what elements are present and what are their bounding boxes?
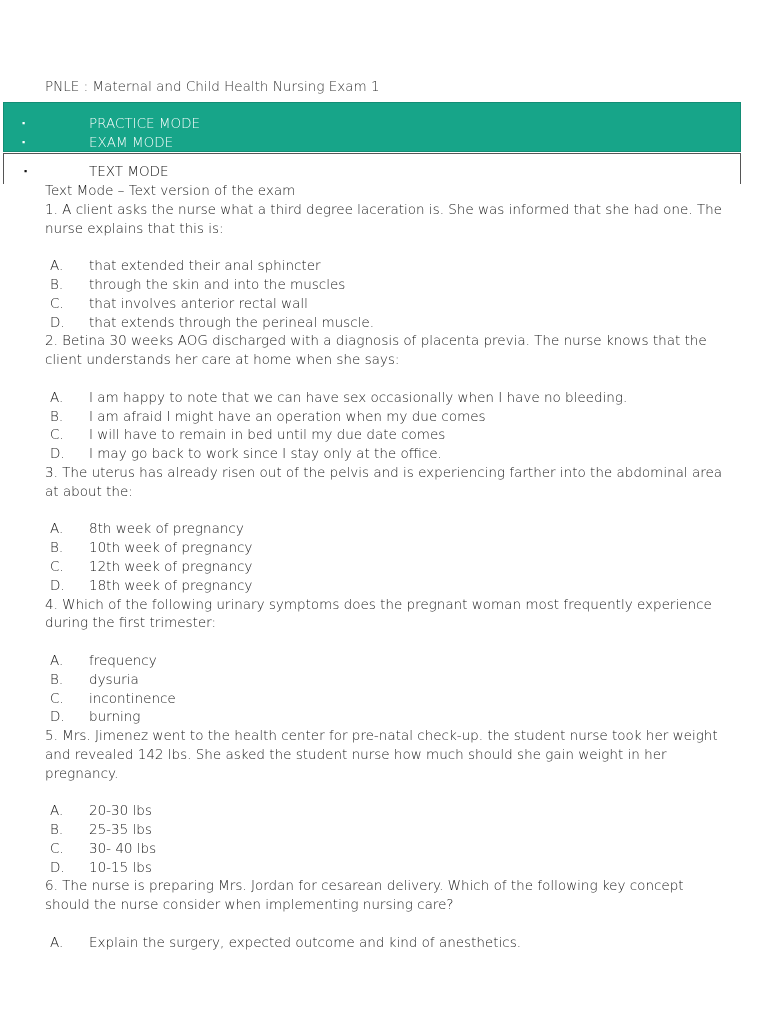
choice-letter: A.: [50, 652, 64, 669]
question-text: 3. The uterus has already risen out of the pelvis and is experiencing farther into the abdominal area at about the:: [45, 464, 723, 500]
answer-choice: [45, 671, 725, 690]
answer-choice: [45, 408, 725, 427]
question-item: [45, 201, 725, 333]
choice-list: [45, 257, 725, 332]
choice-letter: C.: [50, 558, 64, 575]
answer-choice: [45, 445, 725, 464]
choice-text: burning: [89, 709, 141, 726]
choice-text: I am afraid I might have an operation when my due comes: [89, 408, 486, 425]
choice-letter: B.: [50, 276, 64, 293]
question-text: 2. Betina 30 weeks AOG discharged with a diagnosis of placenta previa. The nurse knows that the client understands her care at home when she says:: [45, 333, 707, 369]
question-item: [45, 727, 725, 877]
answer-choice: [45, 295, 725, 314]
choice-letter: A.: [50, 389, 64, 406]
question-item: [45, 332, 725, 464]
answer-choice: [45, 859, 725, 878]
choice-list: [45, 520, 725, 595]
choice-text: through the skin and into the muscles: [89, 276, 346, 293]
choice-text: 12th week of pregnancy: [89, 558, 253, 575]
answer-choice: [45, 520, 725, 539]
choice-text: frequency: [89, 652, 157, 669]
answer-choice: [45, 389, 725, 408]
choice-letter: A.: [50, 803, 64, 820]
answer-choice: [45, 539, 725, 558]
question-text: 6. The nurse is preparing Mrs. Jordan for cesarean delivery. Which of the following key concept should the nurse consider when implementing nursing care?: [45, 878, 684, 914]
bullet-icon: ▪: [22, 138, 26, 148]
question-item: [45, 877, 725, 952]
bullet-icon: ▪: [22, 119, 26, 129]
choice-text: I may go back to work since I stay only at the office.: [89, 446, 442, 463]
answer-choice: [45, 558, 725, 577]
choice-text: 18th week of pregnancy: [89, 577, 253, 594]
text-mode-panel: [3, 153, 741, 184]
answer-choice: [45, 934, 725, 953]
question-spacer: [45, 502, 725, 521]
choice-text: 20-30 lbs: [89, 803, 152, 820]
choice-letter: C.: [50, 427, 64, 444]
choice-letter: D.: [50, 446, 65, 463]
choice-letter: A.: [50, 521, 64, 538]
answer-choice: [45, 821, 725, 840]
choice-letter: D.: [50, 577, 65, 594]
choice-letter: B.: [50, 540, 64, 557]
choice-letter: B.: [50, 408, 64, 425]
question-item: [45, 464, 725, 596]
choice-text: 10th week of pregnancy: [89, 540, 253, 557]
text-mode-label: TEXT MODE: [89, 164, 169, 180]
answer-choice: [45, 314, 725, 333]
choice-letter: C.: [50, 840, 64, 857]
choice-letter: A.: [50, 258, 64, 275]
choice-text: 25-35 lbs: [89, 822, 152, 839]
choice-letter: D.: [50, 709, 65, 726]
choice-list: [45, 389, 725, 464]
question-text: 1. A client asks the nurse what a third degree laceration is. She was informed that she had one. The nurse explains that this is:: [45, 201, 722, 237]
intro-text: Text Mode – Text version of the exam: [45, 183, 296, 199]
question-item: [45, 596, 725, 728]
choice-letter: C.: [50, 295, 64, 312]
choice-text: 8th week of pregnancy: [89, 521, 244, 538]
practice-mode-label: PRACTICE MODE: [89, 116, 201, 132]
choice-text: Explain the surgery, expected outcome and kind of anesthetics.: [89, 934, 522, 951]
question-spacer: [45, 784, 725, 803]
mode-nav: [3, 102, 741, 152]
question-list: [45, 201, 725, 953]
exam-content: [45, 182, 725, 953]
answer-choice: [45, 276, 725, 295]
choice-letter: C.: [50, 690, 64, 707]
choice-text: I will have to remain in bed until my due date comes: [89, 427, 446, 444]
choice-text: that involves anterior rectal wall: [89, 295, 308, 312]
answer-choice: [45, 257, 725, 276]
choice-letter: D.: [50, 314, 65, 331]
choice-letter: A.: [50, 934, 64, 951]
answer-choice: [45, 708, 725, 727]
answer-choice: [45, 652, 725, 671]
choice-text: incontinence: [89, 690, 176, 707]
choice-list: [45, 652, 725, 727]
answer-choice: [45, 426, 725, 445]
answer-choice: [45, 690, 725, 709]
question-text: 4. Which of the following urinary symptoms does the pregnant woman most frequently experience during the first trimester:: [45, 596, 712, 632]
exam-mode-label: EXAM MODE: [89, 135, 174, 151]
choice-text: I am happy to note that we can have sex occasionally when I have no bleeding.: [89, 389, 628, 406]
choice-letter: B.: [50, 822, 64, 839]
question-spacer: [45, 370, 725, 389]
choice-letter: D.: [50, 859, 65, 876]
choice-text: dysuria: [89, 671, 139, 688]
answer-choice: [45, 802, 725, 821]
question-text: 5. Mrs. Jimenez went to the health center for pre-natal check-up. the student nurse took her weight and revealed 142 lbs. She asked the student nurse how much should she gain weight in her pregnancy.: [45, 728, 718, 782]
choice-list: [45, 934, 725, 953]
question-spacer: [45, 915, 725, 934]
answer-choice: [45, 577, 725, 596]
choice-letter: B.: [50, 671, 64, 688]
choice-text: 10-15 lbs: [89, 859, 152, 876]
question-spacer: [45, 238, 725, 257]
answer-choice: [45, 840, 725, 859]
bullet-icon: ▪: [24, 167, 28, 177]
choice-list: [45, 802, 725, 877]
choice-text: that extended their anal sphincter: [89, 258, 321, 275]
question-spacer: [45, 633, 725, 652]
choice-text: that extends through the perineal muscle.: [89, 314, 374, 331]
choice-text: 30- 40 lbs: [89, 840, 157, 857]
page-title: PNLE : Maternal and Child Health Nursing Exam 1: [45, 79, 380, 95]
